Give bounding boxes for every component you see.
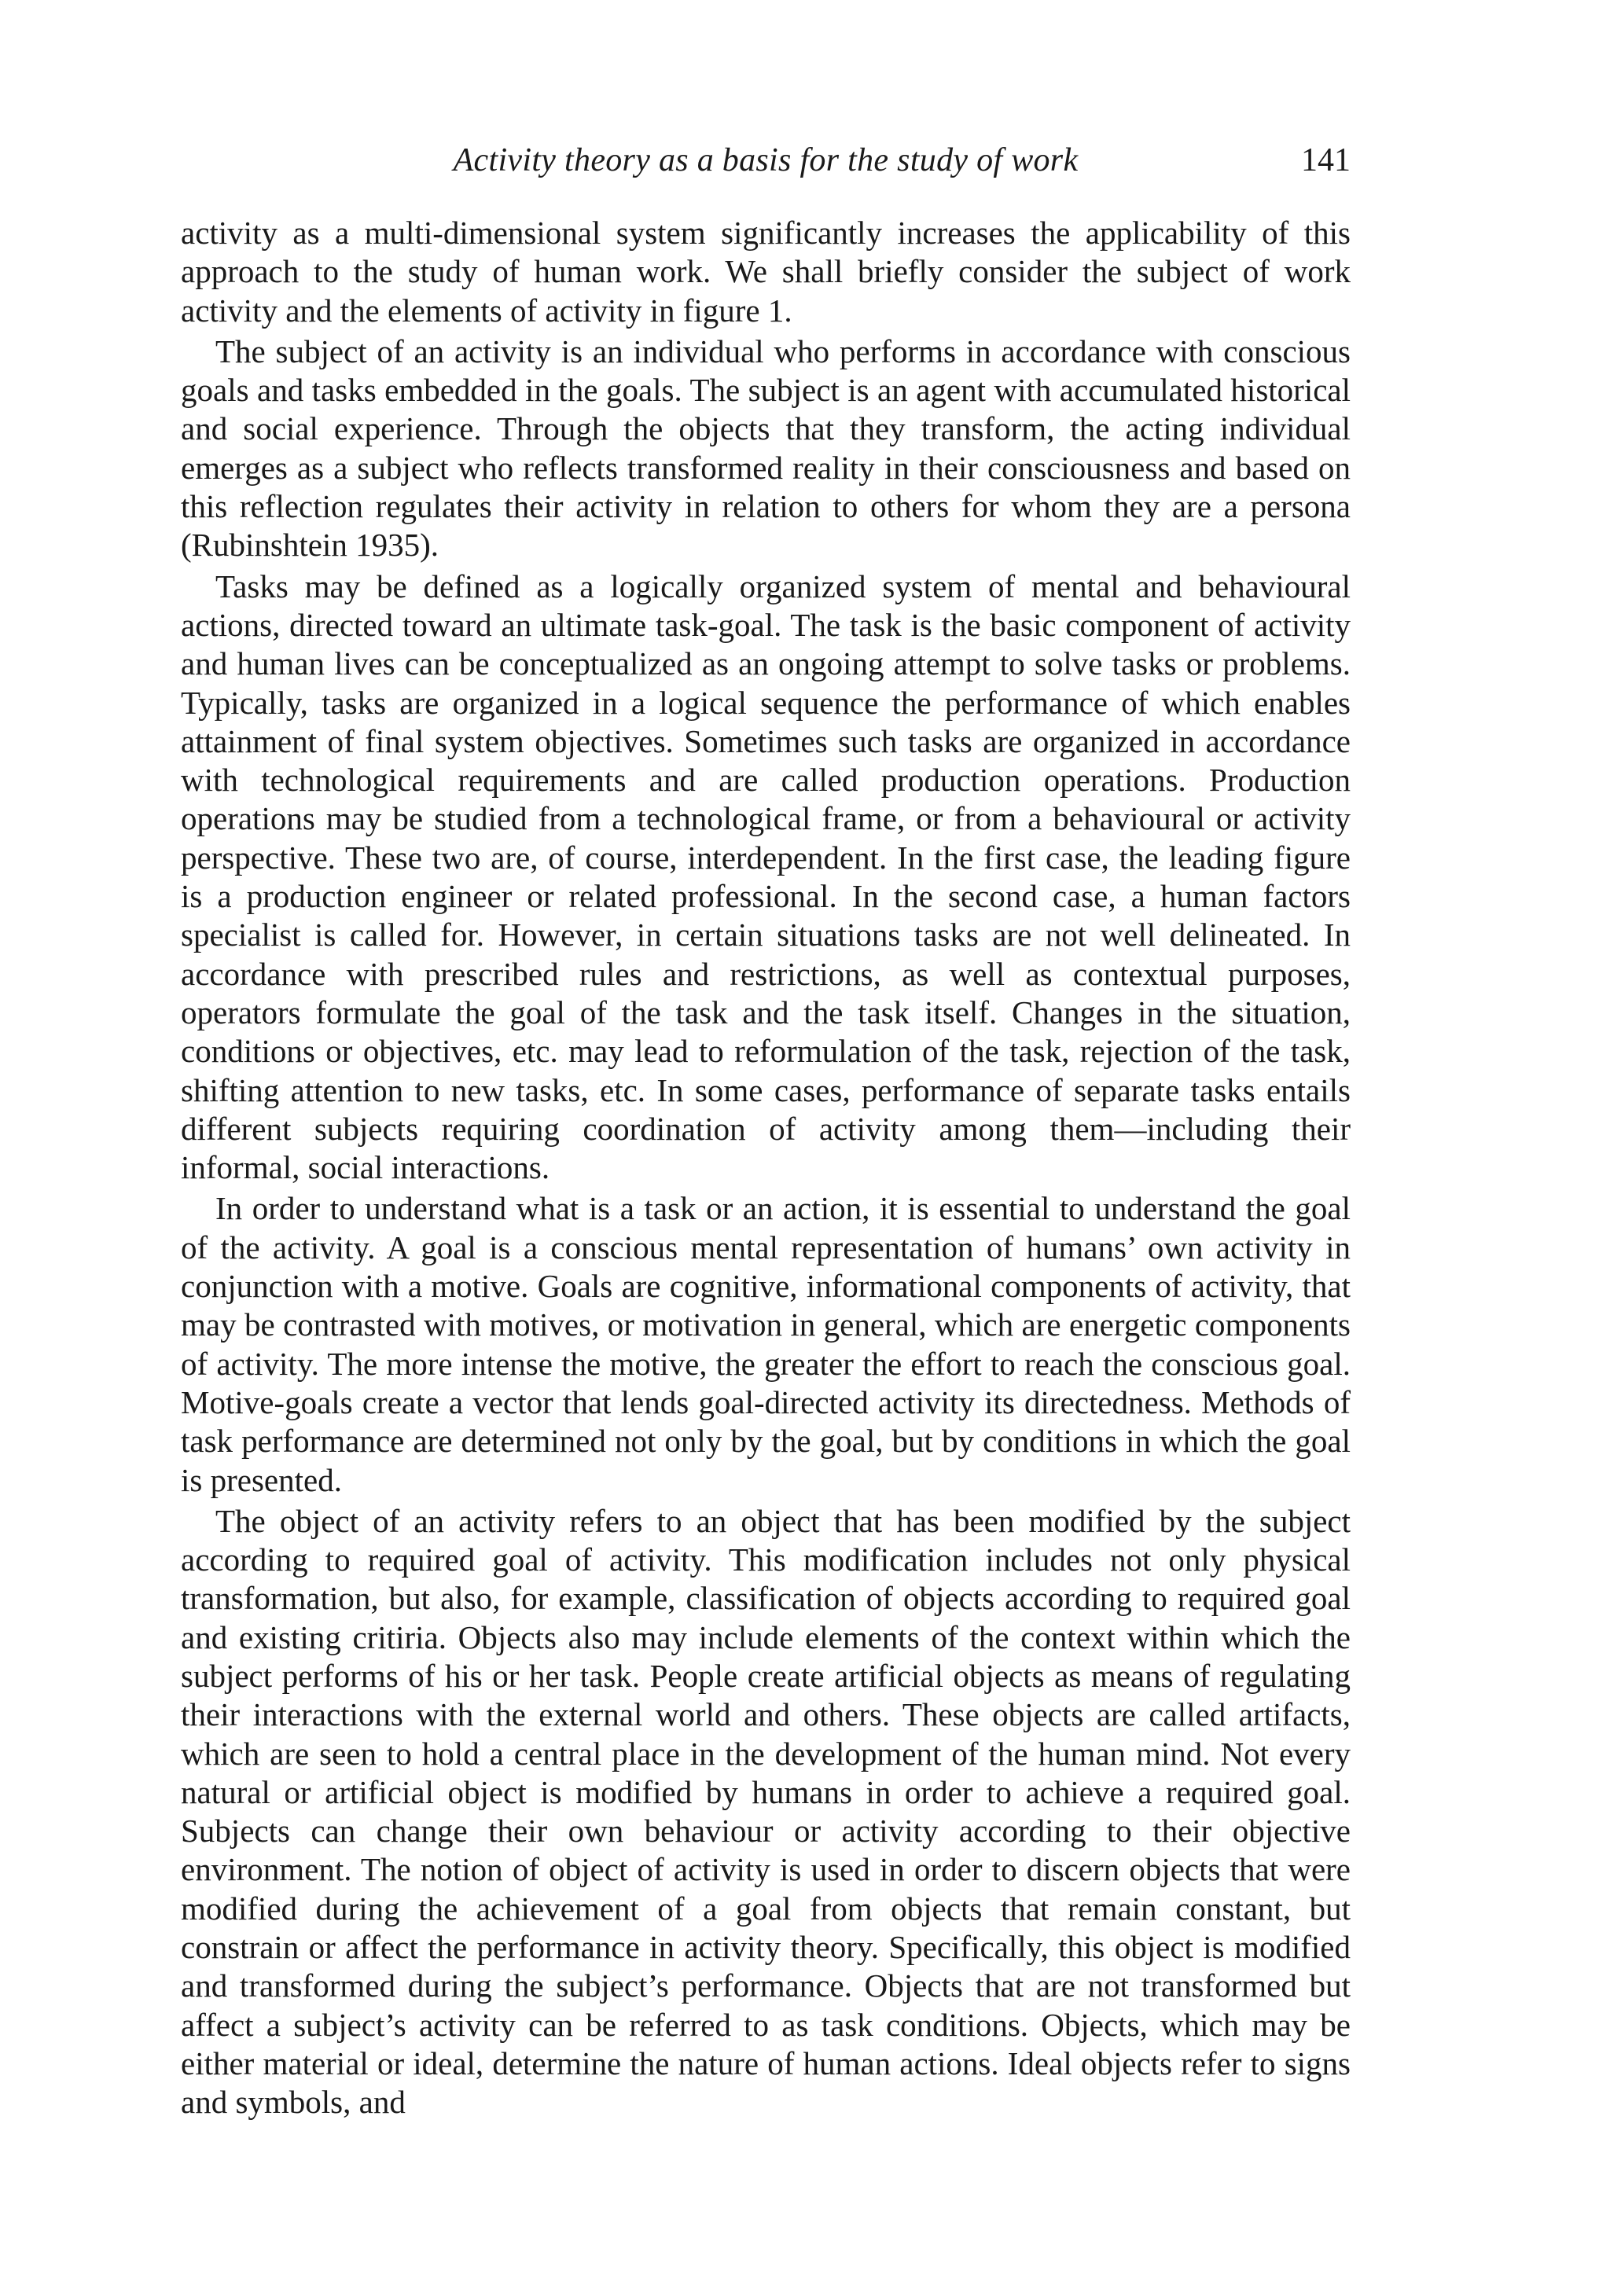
paragraph-tasks: Tasks may be defined as a logically organized system of mental and behavioural actions, directed toward an ultimate task-goal. The task is the basic component of activity and human lives can be conceptualized as an ongoing attempt to solve tasks or problems. Typically, tasks are organized in a logical sequence the performance of which enables attainment of final system objectives. Sometimes such tasks are organized in accordance with technological requirements and are called production operations. Production operations may be studied from a technological frame, or from a behavioural or activity perspective. These two are, of course, interdependent. In the first case, the leading figure is a production engineer or related professional. In the second case, a human factors specialist is called for. However, in certain situations tasks are not well delineated. In accordance with prescribed rules and restrictions, as well as contextual purposes, operators formulate the goal of the task and the task itself. Changes in the situation, conditions or objectives, etc. may lead to reformulation of the task, rejection of the task, shifting attention to new tasks, etc. In some cases, performance of separate tasks entails different subjects requiring coordination of activity among them—including their informal, social interactions. <box>181 568 1351 1186</box>
paragraph-continuation: activity as a multi-dimensional system significantly increases the applicability of this approach to the study of human work. We shall briefly consider the subject of work activity and the elements of activity in figure 1. <box>181 215 1351 329</box>
paragraph-subject-of-activity: The subject of an activity is an individual who performs in accordance with conscious goals and tasks embedded in the goals. The subject is an agent with accumulated historical and social experience. Through the objects that they transform, the acting individual emerges as a subject who reflects transformed reality in their consciousness and based on this reflection regulates their activity in relation to others for whom they are a persona (Rubinshtein 1935). <box>181 332 1351 564</box>
paragraph-goal: In order to understand what is a task or an action, it is essential to understand the goal of the activity. A goal is a conscious mental representation of humans’ own activity in conjunction with a motive. Goals are cognitive, informational components of activity, that may be contrasted with motives, or motivation in general, which are energetic components of activity. The more intense the motive, the greater the effort to reach the conscious goal. Motive-goals create a vector that lends goal-directed activity its directedness. Methods of task performance are determined not only by the goal, but by conditions in which the goal is presented. <box>181 1190 1351 1498</box>
body-text <box>181 214 1351 2125</box>
paragraph-object-of-activity: The object of an activity refers to an object that has been modified by the subject according to required goal of activity. This modification includes not only physical transformation, but also, for example, classification of objects according to required goal and existing critiria. Objects also may include elements of the context within which the subject performs of his or her task. People create artificial objects as means of regulating their interactions with the external world and others. These objects are called artifacts, which are seen to hold a central place in the development of the human mind. Not every natural or artificial object is modified by humans in order to achieve a required goal. Subjects can change their own behaviour or activity according to their objective environment. The notion of object of activity is used in order to discern objects that were modified during the achievement of a goal from objects that remain constant, but constrain or affect the performance in activity theory. Specifically, this object is modified and transformed during the subject’s performance. Objects that are not transformed but affect a subject’s activity can be referred to as task conditions. Objects, which may be either material or ideal, determine the nature of human actions. Ideal objects refer to signs and symbols, and <box>181 1502 1351 2121</box>
page-number: 141 <box>1301 142 1351 178</box>
running-title: Activity theory as a basis for the study of work <box>453 142 1079 178</box>
running-head <box>181 138 1351 182</box>
